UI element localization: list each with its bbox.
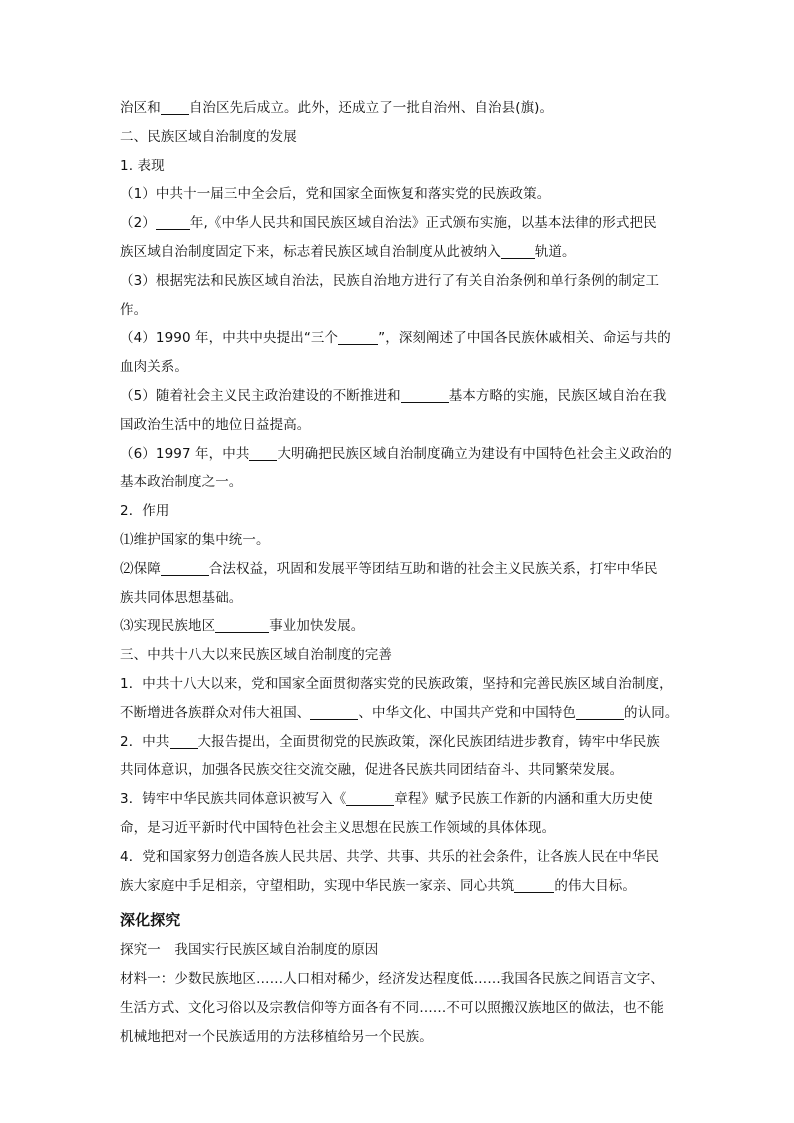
document-page (120, 94, 680, 1052)
text-line: 基本政治制度之一。 (120, 474, 243, 491)
text-line: （2） 年,《中华人民共和国民族区域自治法》正式颁布实施，以基本法律的形式把民 (120, 215, 657, 232)
text-line: 族区域自治制度固定下来，标志着民族区域自治制度从此被纳入 轨道。 (120, 243, 576, 260)
text-line: 1．中共十八大以来，党和国家全面贯彻落实党的民族政策，坚持和完善民族区域自治制度， (120, 675, 673, 692)
subsection-heading: 2．作用 (120, 503, 170, 520)
subsection-heading: 1. 表现 (120, 157, 165, 174)
text-line: 国政治生活中的地位日益提高。 (120, 416, 311, 433)
text-line: 共同体意识，加强各民族交往交流交融，促进各民族共同团结奋斗、共同繁荣发展。 (120, 762, 624, 779)
text-line: （3）根据宪法和民族区域自治法，民族自治地方进行了有关自治条例和单行条例的制定工 (120, 272, 660, 289)
text-line: 血肉关系。 (120, 359, 188, 376)
text-line: （1）中共十一届三中全会后，党和国家全面恢复和落实党的民族政策。 (120, 186, 551, 203)
text-line: 族大家庭中手足相亲，守望相助，实现中华民族一家亲、同心共筑 的伟大目标。 (120, 877, 637, 894)
text-line: 机械地把对一个民族适用的方法移植给另一个民族。 (120, 1028, 433, 1045)
text-line: 4．党和国家努力创造各族人民共居、共学、共事、共乐的社会条件，让各族人民在中华民 (120, 848, 660, 865)
fill-blank[interactable] (170, 733, 198, 749)
text-line: 治区和 自治区先后成立。此外，还成立了一批自治州、自治县(旗)。 (120, 100, 554, 116)
inquiry-title: 探究一 我国实行民族区域自治制度的原因 (120, 942, 379, 959)
fill-blank[interactable] (215, 617, 269, 633)
text-line: 2．中共 大报告提出，全面贯彻党的民族政策，深化民族团结进步教育，铸牢中华民族 (120, 733, 660, 750)
fill-blank[interactable] (310, 704, 358, 720)
text-line: 生活方式、文化习俗以及宗教信仰等方面各有不同……不可以照搬汉族地区的做法，也不能 (120, 999, 664, 1016)
fill-blank[interactable] (514, 877, 554, 893)
fill-blank[interactable] (501, 243, 535, 259)
text-line: （4）1990 年，中共中央提出“三个 ”，深刻阐述了中国各民族休戚相关、命运与共的 (120, 330, 671, 347)
deep-inquiry-heading: 深化探究 (120, 911, 181, 930)
text-line: 命，是习近平新时代中国特色社会主义思想在民族工作领域的具体体现。 (120, 819, 556, 836)
section-heading: 二、民族区域自治制度的发展 (120, 128, 297, 145)
fill-blank[interactable] (346, 790, 394, 806)
text-line: 材料一：少数民族地区……人口相对稀少，经济发达程度低……我国各民族之间语言文字、 (120, 971, 664, 988)
fill-blank[interactable] (156, 214, 190, 230)
text-line: 作。 (120, 301, 148, 318)
fill-blank[interactable] (161, 99, 189, 115)
text-line: （6）1997 年，中共 大明确把民族区域自治制度确立为建设有中国特色社会主义政治的 (120, 445, 672, 462)
fill-blank[interactable] (401, 387, 449, 403)
text-line: ⑴维护国家的集中统一。 (120, 531, 270, 548)
text-line: ⑵保障 合法权益，巩固和发展平等团结互助和谐的社会主义民族关系，打牢中华民 (120, 560, 658, 577)
text-line: 族共同体思想基础。 (120, 589, 243, 606)
text-line: 3．铸牢中华民族共同体意识被写入《 章程》赋予民族工作新的内涵和重大历史使 (120, 791, 653, 808)
text-line: 不断增进各族群众对伟大祖国、 、中华文化、中国共产党和中国特色 的认同。 (120, 704, 679, 721)
fill-blank[interactable] (576, 704, 624, 720)
section-heading: 三、中共十八大以来民族区域自治制度的完善 (120, 647, 392, 664)
text-line: ⑶实现民族地区 事业加快发展。 (120, 618, 365, 635)
text-line: （5）随着社会主义民主政治建设的不断推进和 基本方略的实施，民族区域自治在我 (120, 387, 667, 404)
fill-blank[interactable] (338, 329, 378, 345)
fill-blank[interactable] (161, 560, 209, 576)
fill-blank[interactable] (249, 445, 277, 461)
